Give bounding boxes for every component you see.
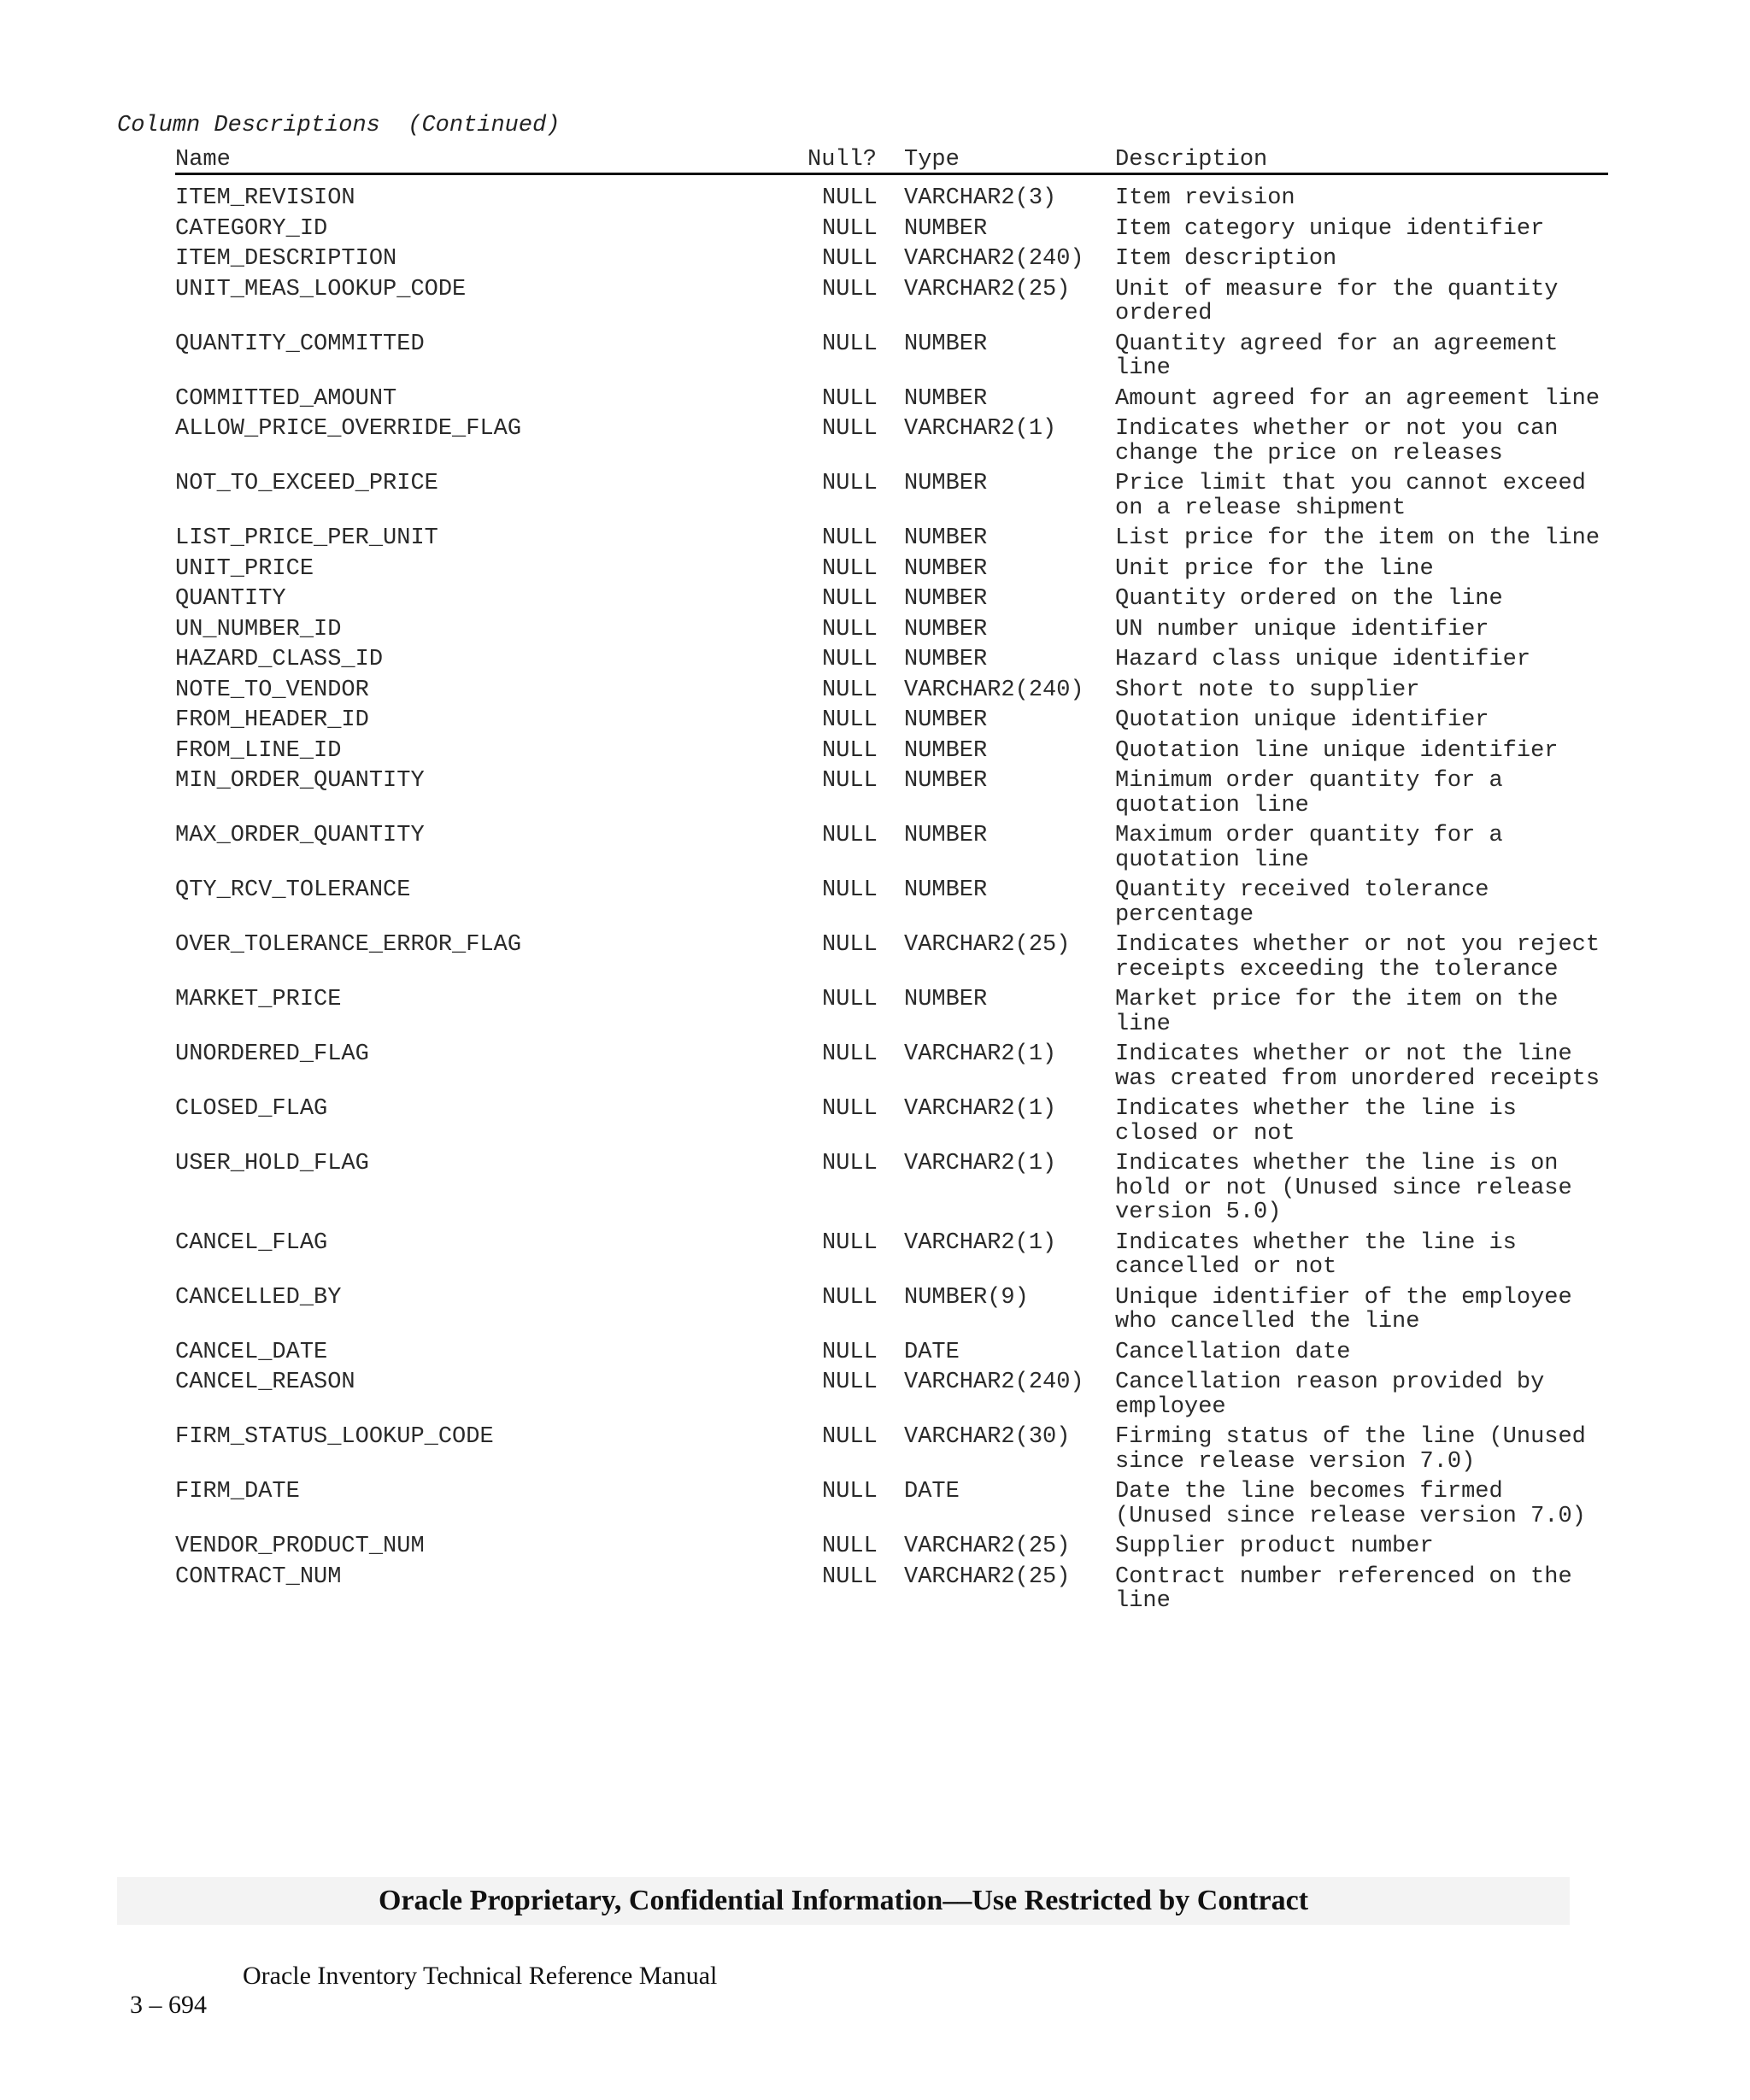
column-name: MAX_ORDER_QUANTITY — [175, 823, 425, 848]
column-name: ITEM_DESCRIPTION — [175, 246, 397, 272]
null-value: NULL — [822, 737, 878, 764]
null-value: NULL — [822, 586, 878, 612]
column-name: QTY_RCV_TOLERANCE — [175, 877, 411, 903]
column-name: QUANTITY — [175, 586, 286, 612]
column-type: VARCHAR2(25) — [904, 932, 1071, 958]
null-value: NULL — [822, 1339, 878, 1365]
table-row — [175, 878, 1608, 933]
column-type: VARCHAR2(240) — [904, 1370, 1084, 1395]
column-description: Item description — [1115, 246, 1337, 272]
column-description: Unique identifier of the employee who cancelled the line — [1115, 1284, 1572, 1334]
column-description: Price limit that you cannot exceed on a release shipment — [1115, 471, 1586, 521]
column-type: NUMBER(9) — [904, 1284, 1029, 1311]
table-row — [175, 472, 1608, 526]
table-header — [175, 145, 1608, 175]
null-value: NULL — [822, 1424, 878, 1450]
null-value: NULL — [822, 647, 878, 672]
column-type: VARCHAR2(240) — [904, 677, 1084, 703]
table-row — [175, 1370, 1608, 1425]
table-row — [175, 417, 1608, 472]
table-row — [175, 587, 1608, 618]
column-description: Maximum order quantity for a quotation line — [1115, 823, 1503, 873]
null-value: NULL — [822, 823, 878, 848]
column-description: Date the line becomes firmed (Unused since release version 7.0) — [1115, 1479, 1586, 1529]
table-row — [175, 332, 1608, 387]
column-type: NUMBER — [904, 707, 988, 733]
null-value: NULL — [822, 331, 878, 357]
column-name: MARKET_PRICE — [175, 987, 342, 1012]
column-description: Short note to supplier — [1115, 677, 1420, 703]
null-value: NULL — [822, 616, 878, 642]
table-row — [175, 186, 1608, 217]
column-type: VARCHAR2(25) — [904, 1563, 1071, 1590]
table-row — [175, 708, 1608, 739]
table-row — [175, 769, 1608, 824]
column-type: VARCHAR2(1) — [904, 1229, 1057, 1256]
table-row — [175, 278, 1608, 332]
column-description: Indicates whether the line is closed or not — [1115, 1096, 1517, 1147]
column-name: ITEM_REVISION — [175, 185, 355, 211]
header-null: Null? — [807, 147, 878, 173]
table-row — [175, 1480, 1608, 1534]
null-value: NULL — [822, 1563, 878, 1590]
table-row — [175, 824, 1608, 878]
header-name: Name — [175, 147, 231, 173]
page-footer — [117, 1962, 718, 2049]
null-value: NULL — [822, 1041, 878, 1067]
table-row — [175, 739, 1608, 770]
null-value: NULL — [822, 1479, 878, 1505]
table-row — [175, 526, 1608, 557]
column-name: FIRM_DATE — [175, 1479, 300, 1505]
page-number: 3 – 694 — [130, 1991, 207, 2019]
column-description: Market price for the item on the line — [1115, 987, 1559, 1037]
null-value: NULL — [822, 932, 878, 958]
table-row — [175, 217, 1608, 248]
column-name: LIST_PRICE_PER_UNIT — [175, 525, 438, 551]
column-description: Quantity ordered on the line — [1115, 586, 1503, 612]
column-description: Unit price for the line — [1115, 555, 1434, 582]
column-description: Quotation unique identifier — [1115, 707, 1489, 733]
column-name: HAZARD_CLASS_ID — [175, 647, 384, 672]
column-description: Quantity agreed for an agreement line — [1115, 331, 1559, 381]
column-name: CANCEL_FLAG — [175, 1229, 328, 1256]
column-name: CONTRACT_NUM — [175, 1563, 342, 1590]
column-type: NUMBER — [904, 616, 988, 642]
column-type: NUMBER — [904, 987, 988, 1012]
null-value: NULL — [822, 1284, 878, 1311]
null-value: NULL — [822, 525, 878, 551]
column-name: MIN_ORDER_QUANTITY — [175, 768, 425, 794]
null-value: NULL — [822, 677, 878, 703]
table-row — [175, 247, 1608, 278]
column-description: Amount agreed for an agreement line — [1115, 385, 1600, 412]
column-type: NUMBER — [904, 823, 988, 848]
table-row — [175, 1042, 1608, 1097]
table-row — [175, 988, 1608, 1042]
column-type: NUMBER — [904, 737, 988, 764]
null-value: NULL — [822, 1229, 878, 1256]
null-value: NULL — [822, 768, 878, 794]
column-name: COMMITTED_AMOUNT — [175, 385, 397, 412]
table-row — [175, 387, 1608, 418]
table-row — [175, 933, 1608, 988]
column-name: CANCEL_REASON — [175, 1370, 355, 1395]
column-type: VARCHAR2(3) — [904, 185, 1057, 211]
column-type: NUMBER — [904, 555, 988, 582]
column-name: VENDOR_PRODUCT_NUM — [175, 1534, 425, 1559]
null-value: NULL — [822, 471, 878, 496]
column-type: NUMBER — [904, 215, 988, 242]
column-description: Item category unique identifier — [1115, 215, 1545, 242]
table-row — [175, 648, 1608, 678]
column-description: Indicates whether the line is cancelled or not — [1115, 1229, 1517, 1280]
column-type: VARCHAR2(25) — [904, 1534, 1071, 1559]
column-description: Cancellation reason provided by employee — [1115, 1370, 1545, 1420]
null-value: NULL — [822, 385, 878, 412]
column-name: UNORDERED_FLAG — [175, 1041, 369, 1067]
table-row — [175, 1425, 1608, 1480]
column-name: ALLOW_PRICE_OVERRIDE_FLAG — [175, 416, 522, 442]
column-description: Indicates whether or not you can change the price on releases — [1115, 416, 1559, 466]
column-name: USER_HOLD_FLAG — [175, 1151, 369, 1176]
manual-title: Oracle Inventory Technical Reference Manual — [243, 1962, 718, 1990]
column-type: VARCHAR2(1) — [904, 1096, 1057, 1122]
column-description: Supplier product number — [1115, 1534, 1434, 1559]
table-body — [175, 186, 1608, 1620]
confidential-notice: Oracle Proprietary, Confidential Information––Use Restricted by Contract — [378, 1885, 1309, 1916]
column-description: Unit of measure for the quantity ordered — [1115, 276, 1559, 326]
table-row — [175, 618, 1608, 648]
column-type: NUMBER — [904, 385, 988, 412]
column-name: UNIT_PRICE — [175, 555, 314, 582]
column-type: DATE — [904, 1339, 960, 1365]
column-description: Indicates whether or not the line was created from unordered receipts — [1115, 1041, 1600, 1092]
column-name: FIRM_STATUS_LOOKUP_CODE — [175, 1424, 494, 1450]
table-row — [175, 1565, 1608, 1620]
column-type: NUMBER — [904, 331, 988, 357]
column-type: DATE — [904, 1479, 960, 1505]
table-row — [175, 678, 1608, 709]
table-row — [175, 1231, 1608, 1286]
column-type: NUMBER — [904, 471, 988, 496]
column-type: NUMBER — [904, 586, 988, 612]
column-name: NOTE_TO_VENDOR — [175, 677, 369, 703]
table-row — [175, 1286, 1608, 1340]
column-name: NOT_TO_EXCEED_PRICE — [175, 471, 438, 496]
header-description: Description — [1115, 147, 1268, 173]
column-description: Indicates whether the line is on hold or not (Unused since release version 5.0) — [1115, 1151, 1572, 1225]
null-value: NULL — [822, 877, 878, 903]
column-name: FROM_HEADER_ID — [175, 707, 369, 733]
null-value: NULL — [822, 185, 878, 211]
column-type: VARCHAR2(240) — [904, 246, 1084, 272]
column-description: Indicates whether or not you reject receipts exceeding the tolerance — [1115, 932, 1600, 983]
table-row — [175, 1340, 1608, 1371]
column-type: NUMBER — [904, 877, 988, 903]
null-value: NULL — [822, 1534, 878, 1559]
null-value: NULL — [822, 215, 878, 242]
column-name: FROM_LINE_ID — [175, 737, 342, 764]
column-description: Minimum order quantity for a quotation line — [1115, 768, 1503, 818]
column-type: NUMBER — [904, 768, 988, 794]
table-row — [175, 1097, 1608, 1152]
null-value: NULL — [822, 1370, 878, 1395]
null-value: NULL — [822, 416, 878, 442]
column-description: Firming status of the line (Unused since release version 7.0) — [1115, 1424, 1586, 1475]
confidential-notice-band — [117, 1877, 1570, 1925]
column-name: OVER_TOLERANCE_ERROR_FLAG — [175, 932, 522, 958]
column-description: Cancellation date — [1115, 1339, 1351, 1365]
null-value: NULL — [822, 1096, 878, 1122]
column-name: CANCELLED_BY — [175, 1284, 342, 1311]
header-type: Type — [904, 147, 960, 173]
null-value: NULL — [822, 707, 878, 733]
column-name: UNIT_MEAS_LOOKUP_CODE — [175, 276, 467, 302]
null-value: NULL — [822, 1151, 878, 1176]
column-description: UN number unique identifier — [1115, 616, 1489, 642]
column-type: VARCHAR2(1) — [904, 416, 1057, 442]
null-value: NULL — [822, 555, 878, 582]
table-row — [175, 1534, 1608, 1565]
column-name: CANCEL_DATE — [175, 1339, 328, 1365]
column-type: VARCHAR2(1) — [904, 1151, 1057, 1176]
table-row — [175, 557, 1608, 588]
column-type: VARCHAR2(1) — [904, 1041, 1057, 1067]
column-description: Quotation line unique identifier — [1115, 737, 1559, 764]
column-description: Quantity received tolerance percentage — [1115, 877, 1489, 928]
column-name: UN_NUMBER_ID — [175, 616, 342, 642]
column-description: Hazard class unique identifier — [1115, 647, 1531, 672]
column-description: List price for the item on the line — [1115, 525, 1600, 551]
column-descriptions-table — [175, 145, 1608, 1620]
column-name: QUANTITY_COMMITTED — [175, 331, 425, 357]
column-description: Contract number referenced on the line — [1115, 1563, 1572, 1614]
null-value: NULL — [822, 276, 878, 302]
column-name: CLOSED_FLAG — [175, 1096, 328, 1122]
column-type: VARCHAR2(25) — [904, 276, 1071, 302]
section-title: Column Descriptions (Continued) — [117, 113, 561, 138]
column-type: VARCHAR2(30) — [904, 1424, 1071, 1450]
table-row — [175, 1152, 1608, 1231]
column-type: NUMBER — [904, 647, 988, 672]
column-name: CATEGORY_ID — [175, 215, 328, 242]
null-value: NULL — [822, 987, 878, 1012]
null-value: NULL — [822, 246, 878, 272]
column-description: Item revision — [1115, 185, 1295, 211]
column-type: NUMBER — [904, 525, 988, 551]
